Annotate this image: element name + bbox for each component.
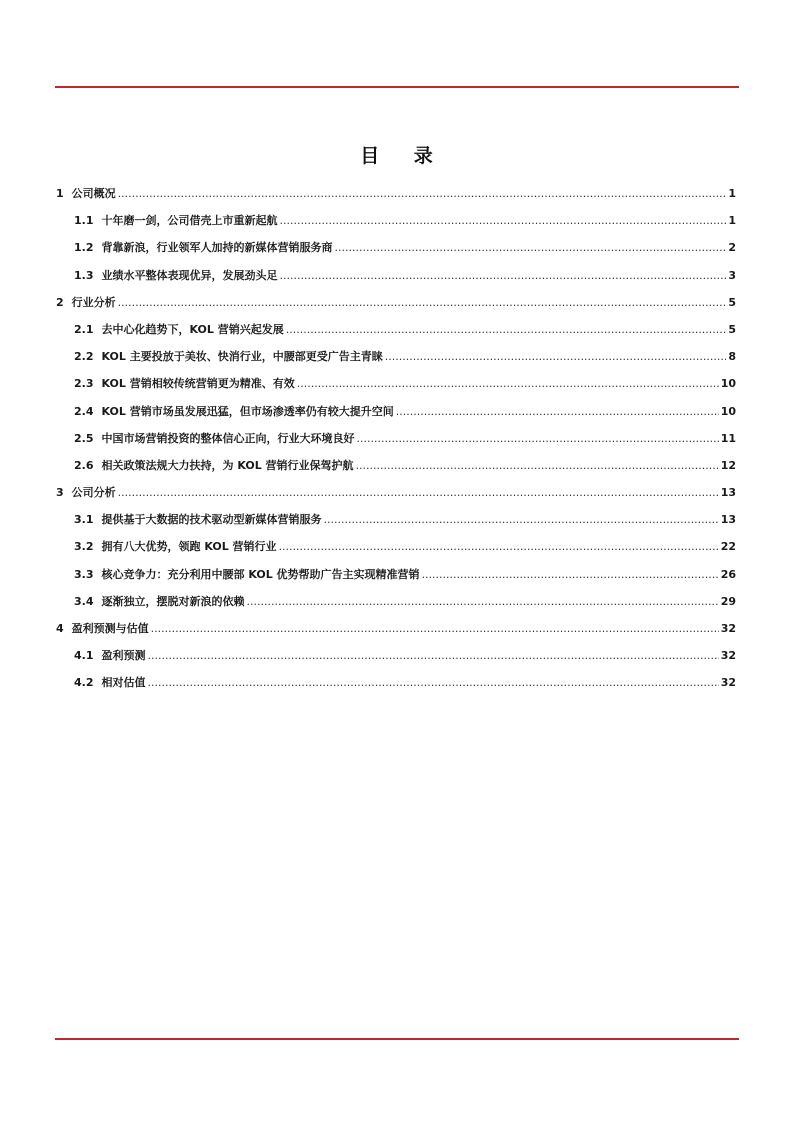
toc-entry-2-4[interactable] [56, 403, 736, 430]
toc-entry-3-3[interactable] [56, 566, 736, 593]
toc-entry-page: 2 [728, 241, 736, 255]
toc-dot-leader [118, 187, 727, 200]
toc-dot-leader [297, 377, 719, 390]
toc-entry-text: 提供基于大数据的技术驱动型新媒体营销服务 [101, 513, 322, 527]
toc-entry-number: 3.2 [74, 540, 94, 554]
toc-entry-2-5[interactable] [56, 430, 736, 457]
toc-entry-number: 4.2 [74, 676, 94, 690]
toc-entry-page: 29 [720, 594, 736, 608]
toc-entry-number: 1.3 [74, 268, 94, 282]
toc-entry-text: 核心竞争力：充分利用中腰部 KOL 优势帮助广告主实现精准营销 [101, 567, 420, 581]
toc-entry-number: 1.2 [74, 241, 94, 255]
toc-entry-1[interactable] [56, 185, 736, 212]
toc-entry-page: 12 [720, 458, 736, 472]
toc-dot-leader [280, 214, 727, 227]
toc-entry-text: 相对估值 [101, 676, 146, 690]
toc-title: 目 录 [360, 145, 447, 167]
toc-dot-leader [280, 269, 727, 282]
toc-entry-page: 32 [720, 649, 736, 663]
toc-entry-text: 拥有八大优势，领跑 KOL 营销行业 [101, 540, 277, 554]
toc-entry-page: 10 [720, 404, 736, 418]
toc-entry-number: 2.3 [74, 377, 94, 391]
toc-dot-leader [286, 323, 727, 336]
toc-dot-leader [335, 241, 727, 254]
toc-entry-page: 1 [728, 214, 736, 228]
header-rule [55, 86, 739, 88]
toc-entry-text: KOL 营销相较传统营销更为精准、有效 [101, 377, 295, 391]
toc-entry-2-3[interactable] [56, 375, 736, 402]
toc-dot-leader [247, 595, 719, 608]
toc-dot-leader [357, 432, 719, 445]
toc-entry-page: 13 [720, 486, 736, 500]
toc-entry-text: 业绩水平整体表现优异，发展劲头足 [101, 268, 278, 282]
toc-entry-number: 2.4 [74, 404, 94, 418]
toc-entry-page: 8 [728, 350, 736, 364]
toc-entry-4-2[interactable] [56, 674, 736, 701]
toc-entry-text: 行业分析 [71, 295, 116, 309]
toc-entry-4-1[interactable] [56, 647, 736, 674]
toc-entry-2-6[interactable] [56, 457, 736, 484]
toc-entry-page: 13 [720, 513, 736, 527]
toc-entry-page: 26 [720, 567, 736, 581]
toc-entry-number: 2.2 [74, 350, 94, 364]
toc-entry-4[interactable] [56, 620, 736, 647]
toc-entry-page: 3 [728, 268, 736, 282]
toc-entry-1-2[interactable] [56, 239, 736, 266]
toc-dot-leader [396, 405, 719, 418]
toc-dot-leader [118, 296, 727, 309]
toc-entry-number: 2.5 [74, 431, 94, 445]
toc-entry-number: 2.1 [74, 322, 94, 336]
toc-entry-number: 1.1 [74, 214, 94, 228]
toc-entry-number: 2 [56, 295, 64, 309]
toc-entry-number: 3 [56, 486, 64, 500]
toc-entry-number: 3.4 [74, 594, 94, 608]
toc-entry-text: 十年磨一剑，公司借壳上市重新起航 [101, 214, 278, 228]
toc-dot-leader [148, 676, 719, 689]
toc-entry-text: 去中心化趋势下，KOL 营销兴起发展 [101, 322, 284, 336]
toc-entry-text: 背靠新浪，行业领军人加持的新媒体营销服务商 [101, 241, 333, 255]
toc-entry-3-1[interactable] [56, 511, 736, 538]
toc-entry-number: 1 [56, 187, 64, 200]
toc-entry-page: 32 [720, 676, 736, 690]
toc-dot-leader [148, 649, 719, 662]
toc-entry-number: 3.1 [74, 513, 94, 527]
toc-entry-page: 5 [728, 295, 736, 309]
toc-entry-text: 逐渐独立，摆脱对新浪的依赖 [101, 594, 245, 608]
toc-entry-text: 盈利预测与估值 [71, 622, 149, 635]
toc-entry-text: 公司分析 [71, 486, 116, 500]
toc-entry-2-1[interactable] [56, 321, 736, 348]
toc-entry-2-2[interactable] [56, 348, 736, 375]
toc-dot-leader [422, 568, 719, 581]
toc-dot-leader [356, 459, 719, 472]
toc-entry-2[interactable] [56, 294, 736, 321]
toc-entry-text: 盈利预测 [101, 649, 146, 663]
toc-entry-3-4[interactable] [56, 593, 736, 620]
toc-dot-leader [385, 350, 727, 363]
toc-entry-number: 3.3 [74, 567, 94, 581]
toc-entry-page: 1 [728, 187, 736, 200]
footer-rule [55, 1038, 739, 1040]
toc-entry-text: 公司概况 [71, 187, 116, 200]
toc-entry-page: 22 [720, 540, 736, 554]
toc-dot-leader [151, 622, 719, 635]
toc-list [56, 185, 736, 702]
toc-entry-text: 相关政策法规大力扶持，为 KOL 营销行业保驾护航 [101, 458, 354, 472]
toc-entry-number: 2.6 [74, 458, 94, 472]
toc-dot-leader [118, 486, 719, 499]
toc-dot-leader [279, 540, 719, 553]
toc-entry-1-3[interactable] [56, 267, 736, 294]
toc-entry-page: 11 [720, 431, 736, 445]
toc-entry-3[interactable] [56, 484, 736, 511]
toc-entry-1-1[interactable] [56, 212, 736, 239]
toc-entry-3-2[interactable] [56, 538, 736, 565]
toc-entry-number: 4 [56, 622, 64, 635]
toc-entry-page: 10 [720, 377, 736, 391]
toc-entry-text: KOL 主要投放于美妆、快消行业，中腰部更受广告主青睐 [101, 350, 383, 364]
toc-entry-number: 4.1 [74, 649, 94, 663]
toc-entry-page: 5 [728, 322, 736, 336]
toc-entry-text: KOL 营销市场虽发展迅猛，但市场渗透率仍有较大提升空间 [101, 404, 394, 418]
toc-entry-text: 中国市场营销投资的整体信心正向，行业大环境良好 [101, 431, 355, 445]
toc-dot-leader [324, 513, 719, 526]
toc-entry-page: 32 [720, 622, 736, 635]
